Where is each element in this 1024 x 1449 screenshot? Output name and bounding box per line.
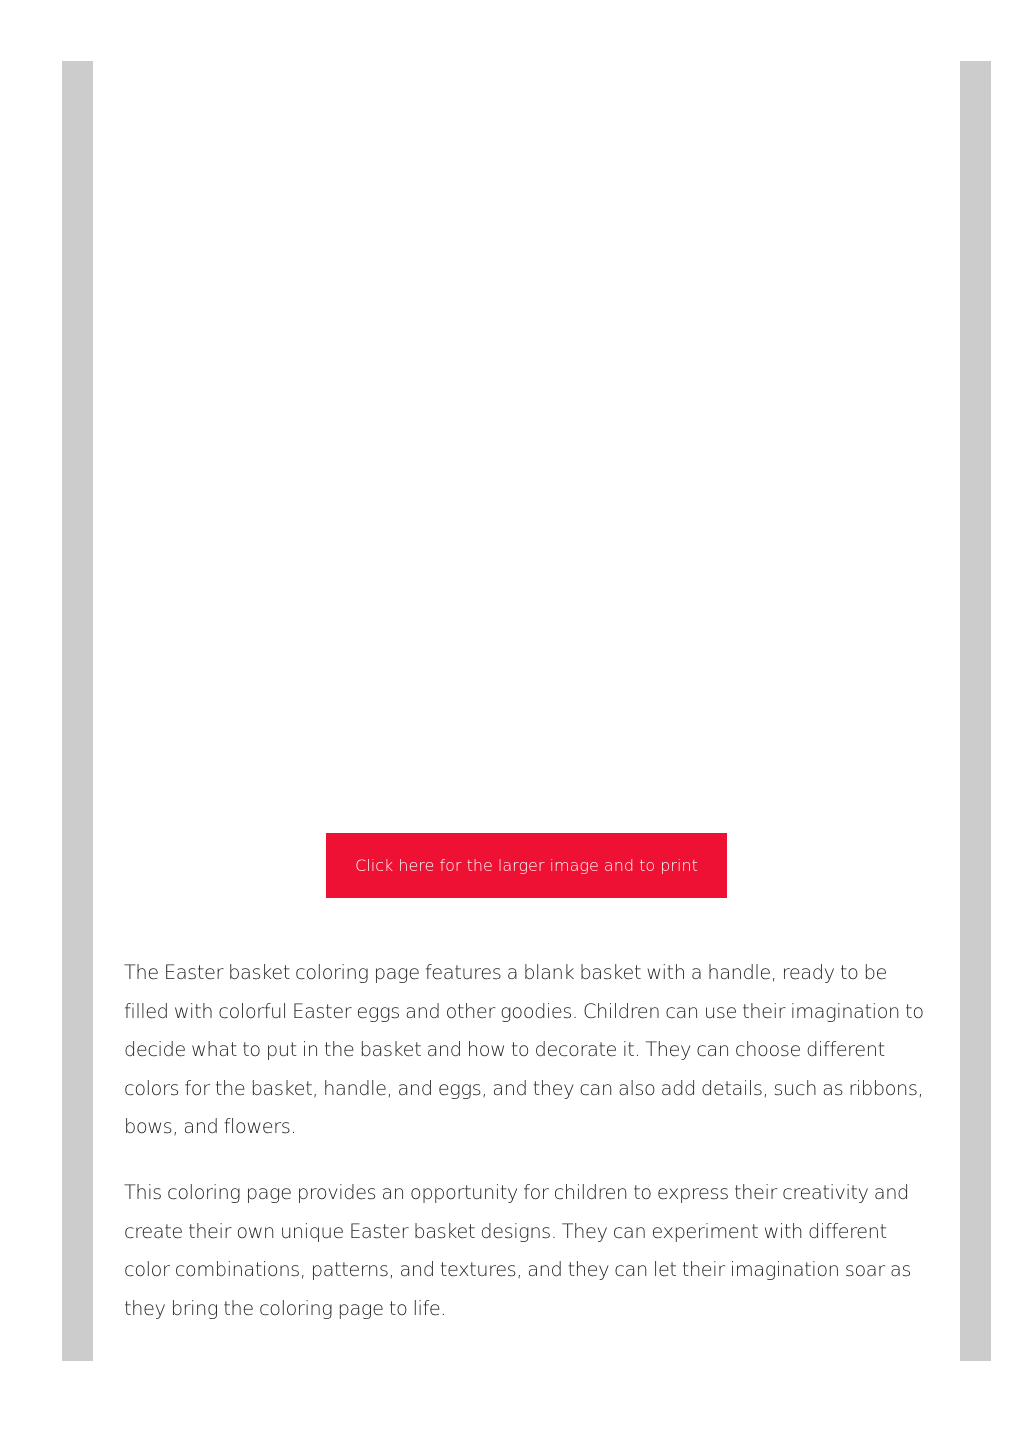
article-paragraph: This coloring page provides an opportunity for children to express their creativity and create their own unique Easter basket designs. They can experiment with different color combinations, patterns, and textures, and they can let their imagination soar as they bring the coloring page to life. <box>124 1180 912 1320</box>
coloring-page-image-area <box>93 61 960 821</box>
right-side-bar <box>960 61 991 1361</box>
article-paragraph: The Easter basket coloring page features a blank basket with a handle, ready to be filled with colorful Easter eggs and other goodies. Children can use their imagination to decide what to put in the basket and how to decorate it. They can choose different colors for the basket, handle, and eggs, and they can also add details, such as ribbons, bows, and flowers. <box>124 961 924 1139</box>
left-side-bar <box>62 61 93 1361</box>
larger-image-print-button[interactable]: Click here for the larger image and to print <box>326 833 727 898</box>
article-body <box>124 954 934 1328</box>
